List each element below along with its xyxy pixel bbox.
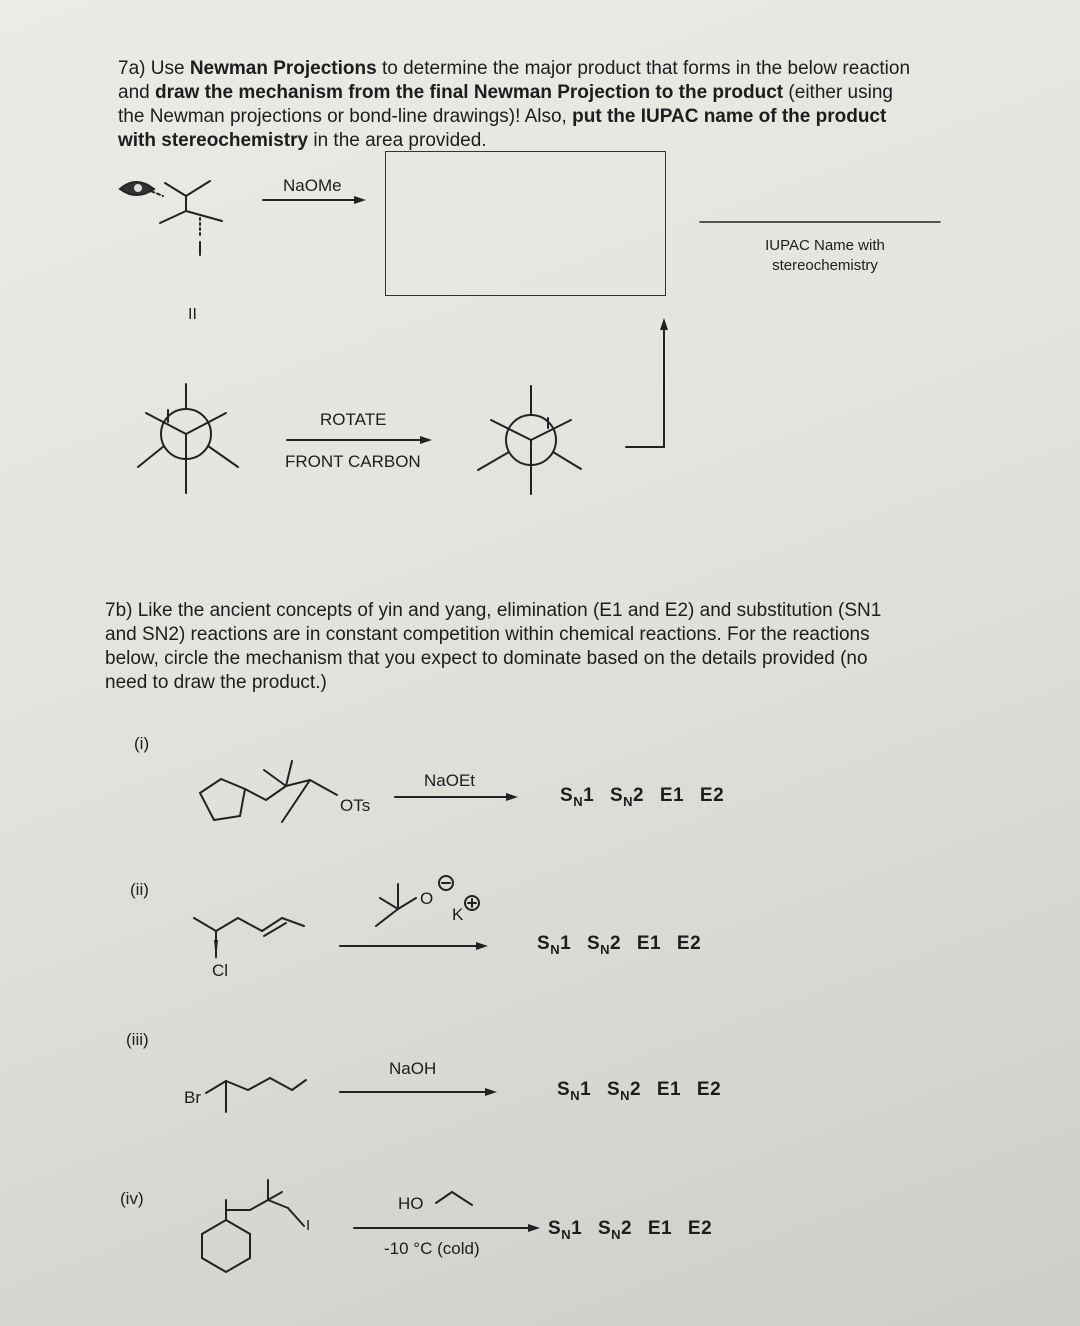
choice-sn2[interactable]: $S_N2$ bbox=[606, 1079, 642, 1103]
q7b-line-2: and SN2) reactions are in constant competition within chemical reactions. For the reactions bbox=[105, 624, 870, 645]
q7a-line-2: and draw the mechanism from the final Newman Projection to the product (either using bbox=[118, 82, 893, 103]
choice-sn1[interactable]: $S_N1$ bbox=[560, 785, 595, 809]
choice-e1[interactable]: E1 bbox=[656, 1079, 682, 1100]
equivalence-mark: II bbox=[188, 306, 197, 323]
choice-sn1[interactable]: $S_N1$ bbox=[548, 1218, 583, 1242]
eye-icon bbox=[120, 182, 154, 195]
q7b-line-3: below, circle the mechanism that you expect to dominate based on the details provided (no bbox=[105, 648, 868, 669]
rotate-label: ROTATE bbox=[320, 410, 387, 429]
choice-e1[interactable]: E1 bbox=[647, 1218, 673, 1239]
return-arrow bbox=[626, 330, 664, 447]
reaction-iv-halide: I bbox=[306, 1217, 311, 1234]
tert-butoxide-oxygen: O bbox=[420, 889, 434, 908]
choice-sn2[interactable]: $S_N2$ bbox=[609, 785, 645, 809]
choice-e1[interactable]: E1 bbox=[659, 785, 685, 806]
reaction-i-choices[interactable] bbox=[560, 785, 734, 809]
newman-projection-1 bbox=[138, 384, 238, 493]
reaction-i-leaving-group: OTs bbox=[340, 796, 371, 815]
naome-label: NaOMe bbox=[283, 176, 342, 195]
q7b-text bbox=[105, 599, 1055, 695]
choice-e2[interactable]: E2 bbox=[699, 785, 725, 806]
choice-e2[interactable]: E2 bbox=[676, 933, 702, 954]
choice-e1[interactable]: E1 bbox=[636, 933, 662, 954]
choice-sn2[interactable]: $S_N2$ bbox=[586, 933, 622, 957]
reaction-iii-molecule bbox=[206, 1078, 306, 1112]
reaction-iii-reagent: NaOH bbox=[389, 1059, 437, 1078]
reaction-iv-molecule bbox=[202, 1180, 304, 1272]
q7b-line-4: need to draw the product.) bbox=[105, 672, 327, 693]
reaction-iv-number: (iv) bbox=[120, 1189, 144, 1208]
q7a-line-4: with stereochemistry in the area provided. bbox=[118, 130, 487, 151]
choice-e2[interactable]: E2 bbox=[696, 1079, 722, 1100]
product-answer-box[interactable] bbox=[385, 151, 666, 296]
reaction-iii-halide: Br bbox=[184, 1088, 201, 1107]
q7a-line-1: 7a) Use Newman Projections to determine the major product that forms in the below reaction bbox=[118, 58, 911, 79]
reaction-i-reagent: NaOEt bbox=[424, 771, 476, 790]
reaction-iv-condition: -10 °C (cold) bbox=[384, 1239, 480, 1258]
reaction-iv-reagent: HO bbox=[398, 1194, 424, 1213]
choice-sn1[interactable]: $S_N1$ bbox=[537, 933, 572, 957]
reaction-ii-halide: Cl bbox=[212, 961, 229, 980]
choice-sn1[interactable]: $S_N1$ bbox=[557, 1079, 592, 1103]
choice-sn2[interactable]: $S_N2$ bbox=[597, 1218, 633, 1242]
reaction-ii-number: (ii) bbox=[130, 880, 149, 899]
choice-e2[interactable]: E2 bbox=[687, 1218, 713, 1239]
reaction-i-molecule bbox=[200, 761, 337, 822]
reaction-i-number: (i) bbox=[134, 734, 150, 753]
front-carbon-label: FRONT CARBON bbox=[285, 452, 421, 471]
reaction-iii-number: (iii) bbox=[126, 1030, 149, 1049]
reaction-ii-molecule bbox=[194, 918, 304, 960]
reaction-iii-choices[interactable] bbox=[557, 1079, 731, 1103]
q7a-line-3: the Newman projections or bond-line drawings)! Also, put the IUPAC name of the product bbox=[118, 106, 887, 127]
q7b-line-1: 7b) Like the ancient concepts of yin and yang, elimination (E1 and E2) and substitution (SN1 bbox=[105, 600, 882, 621]
potassium-label: K bbox=[452, 905, 464, 924]
starting-molecule bbox=[146, 181, 222, 255]
newman-projection-2 bbox=[478, 386, 581, 494]
reaction-ii-choices[interactable] bbox=[537, 933, 711, 957]
iupac-label: IUPAC Name with stereochemistry bbox=[765, 237, 885, 274]
reaction-iv-choices[interactable] bbox=[548, 1218, 722, 1242]
